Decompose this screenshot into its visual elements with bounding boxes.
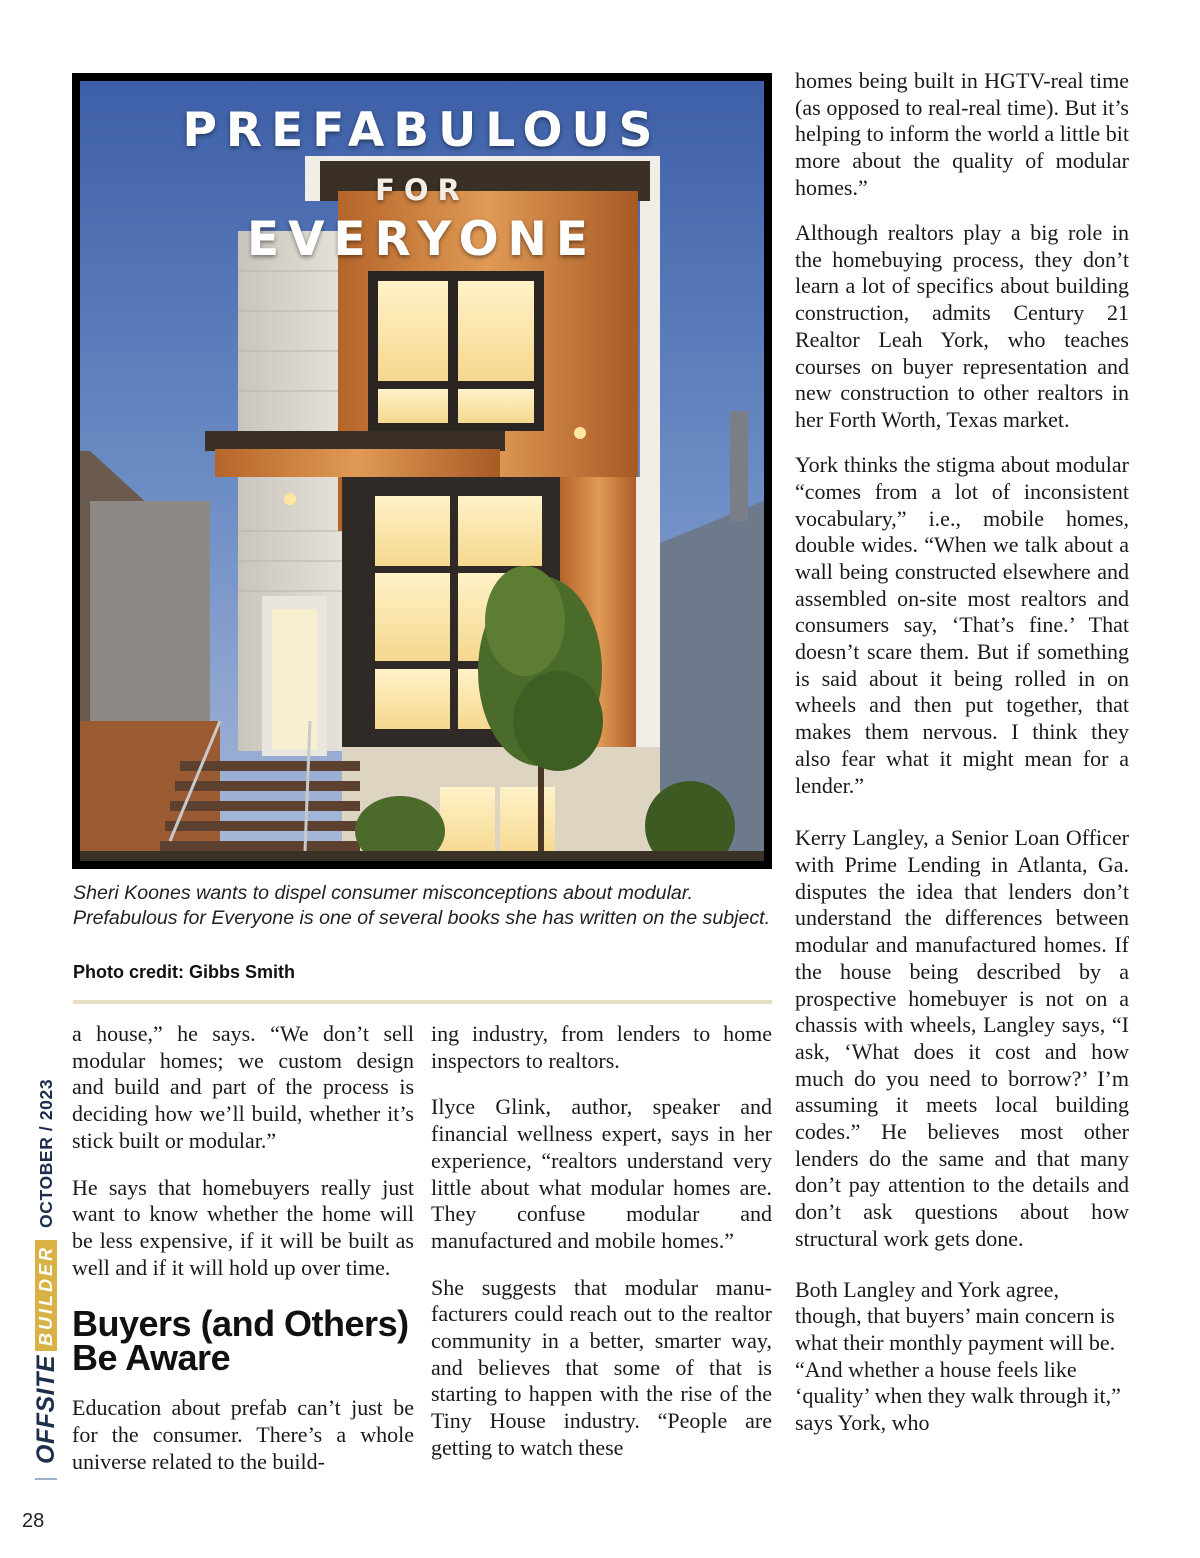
brand-builder: BUILDER [35,1240,57,1351]
paragraph: She suggests that modular manufacturers could reach out to the realtor community in a better, smarter way, and believes that some of that is starting to happen with the rise of the Tiny House industry. “People are getting to watch these [431,1274,772,1460]
magazine-spine [32,1078,60,1480]
issue-date: OCTOBER / 2023 [36,1078,56,1228]
paragraph: Ilyce Glink, author, speaker and financial wellness expert, says in her experience, “realtors understand very little about what modular homes are. They confuse modular and manufactured and mobile homes.” [431,1094,772,1253]
paragraph: ing industry, from lenders to home inspectors to realtors. [431,1021,772,1073]
brand-offsite: OFFSITE [32,1354,60,1464]
image-caption: Sheri Koones wants to dispel consumer misconceptions about modular. Prefabulous for Everyone is one of several books she has written on the subject. [73,882,771,929]
paragraph: He says that homebuyers really just want to know whether the home will be less expensive, if it will be built as well and if it will hold up over time. [72,1174,414,1280]
paragraph: Kerry Langley, a Senior Loan Officer with Prime Lending in Atlanta, Ga. disputes the idea that lenders don’t understand the differences between modular and manufactured homes. If the house being described by a prospective homebuyer is not on a chassis with wheels, Langley says, “I ask, ‘What does it cost and how much do you need to borrow?’ I’m assuming it meets local building codes.” He believes most other lenders do the same and that many don’t pay attention to the details and don’t ask questions about how structural work gets done. [795,825,1129,1251]
section-heading: Buyers (and Others) Be Aware [72,1303,409,1379]
paragraph: Although realtors play a big role in the homebuying process, they don’t learn a lot of specifics about building construction, admits Century 21 Realtor Leah York, who teaches courses on buyer representation and new construction to other realtors in her Forth Worth, Texas market. [795,220,1129,432]
page-number: 28 [22,1510,45,1532]
spine-accent-bar [35,1470,57,1480]
paragraph: York thinks the stigma about modular “comes from a lot of inconsistent vocabulary,” i.e., mobile homes, double wides. “When we talk about a wall being constructed elsewhere and assembled on-site most realtors and consumers say, ‘That’s fine.’ That doesn’t scare them. But if something is said about it being rolled in on wheels and then put together, that makes them nervous. I think they also fear what it might mean for a lender.” [795,452,1129,798]
page-sidebar [0,0,60,1558]
caption-divider [73,1000,772,1004]
paragraph: Education about prefab can’t just be for the consumer. There’s a whole universe related to the build- [72,1395,414,1474]
paragraph: Both Langley and York agree, though, that buyers’ main concern is what their monthly payment will be. “And whether a house feels like ‘quality’ when they walk through it,” says York, who [795,1276,1121,1436]
paragraph: homes being built in HGTV-real time (as opposed to real-real time). But it’s helping to inform the world a little bit more about the quality of modular homes.” [795,68,1129,200]
article-column-2 [431,1021,772,1462]
book-cover-image [72,73,772,869]
article-column-3 [795,68,1129,1437]
cover-title-line3: EVERYONE [247,212,597,267]
cover-title-line1: PREFABULOUS [182,103,662,158]
photo-credit: Photo credit: Gibbs Smith [73,962,296,982]
article-column-1 [72,1021,414,1475]
cover-title-line2: FOR [375,173,469,207]
paragraph: a house,” he says. “We don’t sell modular homes; we custom design and build and part of the process is deciding how we’ll build, whether it’s stick built or modular.” [72,1021,414,1153]
